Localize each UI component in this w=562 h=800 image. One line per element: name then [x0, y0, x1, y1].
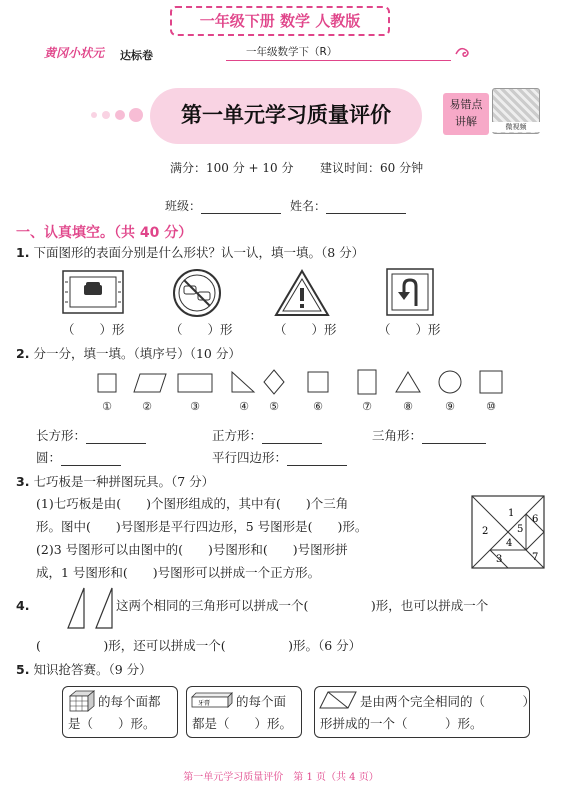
- tangram-figure: [470, 494, 546, 570]
- q4-number: [16, 598, 29, 614]
- tip-line1: 易错点: [449, 98, 483, 111]
- tangram-label-4: 4: [506, 538, 513, 549]
- question-2: [16, 346, 241, 362]
- toothpaste-text: 牙膏: [198, 700, 211, 707]
- tangram-label-1: 1: [508, 508, 515, 519]
- q1-text: 下面图形的表面分别是什么形状？认一认，填一填。（8 分）: [33, 245, 365, 260]
- shape-label-4: ④: [239, 400, 249, 413]
- parallelogram-answer[interactable]: [212, 450, 347, 466]
- class-label: 班级：: [165, 199, 202, 213]
- full-score: 满分：100 分 + 10 分: [170, 161, 294, 175]
- shape-label-8: ⑧: [403, 400, 413, 413]
- circle-answer[interactable]: [36, 450, 121, 466]
- q3-line-1: (1)七巧板是由( )个图形组成的，其中有( )个三角: [36, 496, 349, 511]
- shape-3-rectangle: [178, 374, 212, 392]
- tangram-label-7: 7: [532, 552, 539, 563]
- section-heading: 一、认真填空。（共 40 分）: [16, 225, 193, 241]
- warning-sign-icon: [274, 268, 330, 318]
- subtitle-underline: [226, 60, 451, 61]
- box1-line-2: 是（ ）形。: [68, 716, 156, 731]
- shape-6-square: [308, 372, 328, 392]
- rectangle-label: 长方形：: [36, 428, 87, 443]
- suggested-time: 建议时间：60 分钟: [320, 161, 424, 175]
- box2-line-2: 都是（ ）形。: [192, 716, 293, 731]
- u-turn-sign-icon: [386, 268, 434, 316]
- q2-shapes: [90, 368, 510, 398]
- rectangle-answer[interactable]: [36, 428, 146, 444]
- q3-line-3: (2)3 号图形可以由图中的( )号图形和( )号图形拼: [36, 542, 348, 557]
- tip-line2: 讲解: [455, 115, 477, 128]
- parallelogram-label: 平行四边形：: [212, 450, 288, 465]
- box2-line-1: 的每个面: [236, 694, 287, 709]
- shape-9-circle: [439, 371, 461, 393]
- qr-label: 微视频: [492, 122, 540, 132]
- q5-text: 知识抢答赛。（9 分）: [33, 662, 152, 677]
- tangram-label-3: 3: [496, 554, 503, 565]
- no-overtaking-sign-icon: [172, 268, 222, 318]
- decorative-dots: [84, 100, 154, 130]
- q2-number: 2.: [16, 346, 30, 361]
- shape-4-triangle: [232, 372, 254, 392]
- q3-number: 3.: [16, 474, 30, 489]
- shape-label-7: ⑦: [362, 400, 372, 413]
- box3-line-2: 形拼成的一个（ ）形。: [320, 716, 483, 731]
- square-answer[interactable]: [212, 428, 322, 444]
- q4-num: 4.: [16, 598, 30, 613]
- shape-7-rectangle: [358, 370, 376, 394]
- shape-2-parallelogram: [134, 374, 166, 392]
- swirl-icon: [454, 44, 476, 62]
- q2-text: 分一分，填一填。（填序号）（10 分）: [33, 346, 241, 361]
- brand-logo: 黄冈小状元: [44, 46, 105, 60]
- q4-line-1: 这两个相同的三角形可以拼成一个( )形，也可以拼成一个: [116, 598, 489, 613]
- parallelogram-blank[interactable]: [287, 454, 347, 466]
- shape-8-triangle: [396, 372, 420, 392]
- grade-subject-banner: 一年级下册 数学 人教版: [170, 6, 390, 36]
- q3-line-2: 形。图中( )号图形是平行四边形，5 号图形是( )形。: [36, 519, 368, 534]
- box1-line-1: 的每个面都: [98, 694, 161, 709]
- triangle-answer[interactable]: [372, 428, 486, 444]
- name-label: 姓名：: [290, 199, 327, 213]
- q1-blank-4[interactable]: （ ）形: [378, 322, 441, 337]
- page-title: 第一单元学习质量评价: [181, 103, 391, 127]
- question-1: [16, 245, 364, 261]
- question-5: [16, 662, 152, 678]
- q4-line-2: ( )形，还可以拼成一个( )形。（6 分）: [36, 638, 362, 653]
- square-blank[interactable]: [262, 432, 322, 444]
- page-footer: 第一单元学习质量评价 第 1 页（共 4 页）: [183, 772, 379, 783]
- rubiks-cube-icon: [68, 690, 96, 712]
- shape-1-square: [98, 374, 116, 392]
- tangram-label-5: 5: [517, 524, 524, 535]
- q3-text: 七巧板是一种拼图玩具。（7 分）: [33, 474, 215, 489]
- box3-line-1: 是由两个完全相同的（ ）: [360, 694, 536, 709]
- subtitle: 一年级数学下（R）: [246, 46, 338, 58]
- q1-blank-2[interactable]: （ ）形: [170, 322, 233, 337]
- triangle-blank[interactable]: [422, 432, 486, 444]
- shape-label-5: ⑤: [269, 400, 279, 413]
- two-triangles-icon: [66, 586, 116, 630]
- shape-10-square: [480, 371, 502, 393]
- shape-label-10: ⑩: [486, 400, 496, 413]
- square-label: 正方形：: [212, 428, 263, 443]
- shape-label-9: ⑨: [445, 400, 455, 413]
- shape-label-2: ②: [142, 400, 152, 413]
- q1-number: 1.: [16, 245, 30, 260]
- circle-label: 圆：: [36, 450, 62, 465]
- class-field[interactable]: [165, 197, 281, 214]
- q3-line-4: 成，1 号图形和( )号图形可以拼成一个正方形。: [36, 565, 321, 580]
- tangram-label-6: 6: [532, 514, 539, 525]
- circle-blank[interactable]: [61, 454, 121, 466]
- q1-blank-1[interactable]: （ ）形: [62, 322, 125, 337]
- question-3: [16, 474, 214, 490]
- shape-label-3: ③: [190, 400, 200, 413]
- parallelogram-split-icon: [318, 690, 358, 710]
- series-name: 达标卷: [120, 49, 153, 62]
- q5-number: 5.: [16, 662, 30, 677]
- q1-blank-3[interactable]: （ ）形: [274, 322, 337, 337]
- error-tips-button[interactable]: [443, 93, 489, 135]
- toothpaste-box-icon: [190, 692, 234, 708]
- shape-label-1: ①: [102, 400, 112, 413]
- rectangle-blank[interactable]: [86, 432, 146, 444]
- triangle-label: 三角形：: [372, 428, 423, 443]
- shape-5-diamond: [264, 370, 284, 394]
- name-field[interactable]: [290, 197, 406, 214]
- class-blank[interactable]: [201, 202, 281, 214]
- name-blank[interactable]: [326, 202, 406, 214]
- tangram-label-2: 2: [482, 526, 489, 537]
- parking-sign-icon: [62, 270, 124, 314]
- shape-label-6: ⑥: [313, 400, 323, 413]
